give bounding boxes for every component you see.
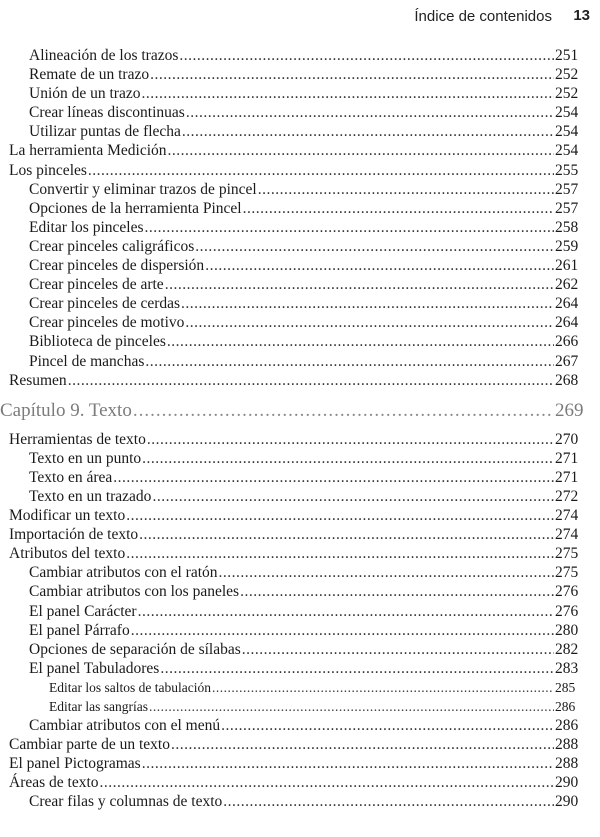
toc-entry-label: Crear filas y columnas de texto	[29, 793, 223, 811]
toc-entry-label: Alineación de los trazos	[29, 47, 179, 64]
toc-entry[interactable]	[0, 697, 600, 716]
toc-entry-page: 271	[555, 449, 579, 467]
toc-leader	[0, 487, 554, 506]
toc-entry[interactable]	[0, 294, 600, 313]
toc-leader	[0, 313, 554, 332]
toc-leader	[0, 46, 554, 65]
toc-entry-page: 252	[555, 66, 579, 84]
toc-entry-label: Crear pinceles de dispersión	[29, 257, 205, 275]
toc-entry[interactable]	[0, 122, 600, 141]
toc-entry[interactable]	[0, 352, 600, 371]
toc-entry[interactable]	[0, 371, 600, 390]
toc-entry[interactable]	[0, 621, 600, 640]
toc-entry-page: 252	[555, 85, 579, 103]
toc-entry-page: 270	[555, 430, 579, 448]
toc-leader	[0, 122, 554, 141]
toc-entry[interactable]	[0, 602, 600, 621]
toc-entry-page: 266	[555, 333, 579, 351]
toc-entry-page: 254	[555, 123, 579, 141]
toc-entry-label: Cambiar parte de un texto	[9, 736, 170, 754]
toc-leader	[0, 754, 554, 773]
toc-leader	[0, 218, 554, 237]
toc-entry-page: 267	[555, 352, 579, 370]
toc-leader	[0, 582, 554, 601]
toc-entry-label: Crear líneas discontinuas	[29, 104, 185, 122]
toc-entry-page: 269	[554, 392, 584, 430]
toc-entry[interactable]	[0, 582, 600, 601]
toc-entry[interactable]	[0, 544, 600, 563]
toc-entry-label: Remate de un trazo	[29, 66, 150, 84]
toc-entry[interactable]	[0, 487, 600, 506]
toc-entry-label: Utilizar puntas de flecha	[29, 123, 181, 141]
toc-entry[interactable]	[0, 199, 600, 218]
toc-leader	[0, 141, 554, 160]
toc-entry-page: 276	[555, 602, 579, 620]
toc-leader	[0, 352, 554, 371]
toc-leader	[0, 256, 554, 275]
toc-entry-label: El panel Párrafo	[29, 621, 130, 639]
toc-leader	[0, 735, 554, 754]
toc-entry[interactable]	[0, 449, 600, 468]
toc-entry-page: 283	[555, 659, 579, 677]
toc-leader	[0, 84, 554, 103]
toc-leader	[0, 430, 554, 449]
toc-entry-page: 274	[555, 526, 579, 544]
toc-entry[interactable]	[0, 84, 600, 103]
running-header-title: Índice de contenidos	[414, 8, 552, 25]
toc-entry-page: 286	[554, 697, 575, 716]
toc-entry-page: 280	[555, 621, 579, 639]
toc-entry-page: 254	[555, 142, 579, 160]
toc-leader	[0, 180, 554, 199]
toc-entry-page: 271	[555, 468, 579, 486]
toc-entry-label: Herramientas de texto	[9, 430, 146, 448]
toc-leader	[0, 773, 554, 792]
toc-entry-page: 290	[555, 774, 579, 792]
running-header	[0, 6, 600, 30]
toc-entry[interactable]	[0, 525, 600, 544]
toc-entry[interactable]	[0, 506, 600, 525]
toc-entry-page: 276	[555, 583, 579, 601]
toc-entry-page: 285	[554, 678, 575, 697]
toc-entry-page: 255	[555, 161, 579, 179]
toc-entry-page: 264	[555, 295, 579, 313]
toc-entry-page: 275	[555, 545, 579, 563]
toc-entry-label: Texto en un trazado	[29, 487, 152, 505]
toc-entry-label: Capítulo 9. Texto	[0, 399, 132, 421]
toc-entry[interactable]	[0, 468, 600, 487]
toc-entry-page: 275	[555, 564, 579, 582]
toc-entry-label: La herramienta Medición	[9, 142, 167, 160]
toc-leader	[0, 602, 554, 621]
toc-entry-page: 282	[555, 640, 579, 658]
toc-leader	[0, 65, 554, 84]
toc-leader	[0, 294, 554, 313]
toc-entry[interactable]	[0, 716, 600, 735]
toc-leader	[0, 506, 554, 525]
toc-entry-page: 258	[555, 218, 579, 236]
toc-entry-page: 286	[555, 717, 579, 735]
toc-entry-page: 257	[555, 180, 579, 198]
toc-leader	[0, 332, 554, 351]
toc-entry[interactable]	[0, 678, 600, 697]
toc-entry-label: Crear pinceles de motivo	[29, 314, 185, 332]
toc-entry[interactable]	[0, 754, 600, 773]
toc-entry-label: Crear pinceles caligráficos	[29, 237, 195, 255]
toc-entry-label: Los pinceles	[9, 161, 87, 179]
toc-entry[interactable]	[0, 141, 600, 160]
toc-entry-label: Cambiar atributos con los paneles	[29, 583, 240, 601]
toc-entry-label: Texto en área	[29, 468, 113, 486]
toc-leader	[0, 659, 554, 678]
toc-entry[interactable]	[0, 180, 600, 199]
toc-leader	[0, 237, 554, 256]
toc-leader	[0, 525, 554, 544]
toc-leader	[0, 563, 554, 582]
toc-entry-label: Atributos del texto	[9, 545, 126, 563]
toc-entry-label: Biblioteca de pinceles	[29, 333, 166, 351]
toc-entry[interactable]	[0, 563, 600, 582]
toc-entry[interactable]	[0, 256, 600, 275]
toc-entry-label: Importación de texto	[9, 526, 139, 544]
toc-entry-label: Cambiar atributos con el menú	[29, 717, 221, 735]
toc-entry-page: 268	[555, 371, 579, 389]
toc-leader	[0, 199, 554, 218]
toc-entry[interactable]	[0, 46, 600, 65]
toc-entry-label: Crear pinceles de cerdas	[29, 295, 181, 313]
toc-entry-label: Editar los pinceles	[29, 218, 144, 236]
toc-entry-label: Opciones de separación de sílabas	[29, 640, 241, 658]
table-of-contents	[0, 46, 600, 812]
toc-entry[interactable]	[0, 218, 600, 237]
toc-entry-label: Editar las sangrías	[49, 699, 148, 714]
toc-entry-label: Cambiar atributos con el ratón	[29, 564, 218, 582]
toc-entry[interactable]	[0, 773, 600, 792]
toc-entry-page: 259	[555, 237, 579, 255]
toc-entry[interactable]	[0, 103, 600, 122]
toc-entry[interactable]	[0, 792, 600, 811]
toc-entry[interactable]	[0, 161, 600, 180]
toc-leader	[0, 392, 554, 430]
toc-entry-label: Convertir y eliminar trazos de pincel	[29, 180, 257, 198]
toc-leader	[0, 371, 554, 390]
toc-entry-label: Modificar un texto	[9, 507, 126, 525]
toc-leader	[0, 161, 554, 180]
toc-leader	[0, 640, 554, 659]
toc-entry-page: 261	[555, 257, 579, 275]
toc-entry[interactable]	[0, 65, 600, 84]
toc-entry[interactable]	[0, 735, 600, 754]
toc-leader	[0, 468, 554, 487]
toc-entry-page: 272	[555, 487, 579, 505]
toc-entry-label: El panel Pictogramas	[9, 755, 141, 773]
page-number: 13	[573, 7, 590, 24]
toc-entry-label: Opciones de la herramienta Pincel	[29, 199, 242, 217]
toc-entry-page: 262	[555, 276, 579, 294]
toc-leader	[0, 716, 554, 735]
toc-entry-page: 288	[555, 736, 579, 754]
toc-entry-page: 251	[555, 47, 579, 64]
toc-entry[interactable]	[0, 275, 600, 294]
toc-entry[interactable]	[0, 659, 600, 678]
toc-entry[interactable]	[0, 237, 600, 256]
toc-entry[interactable]	[0, 430, 600, 449]
toc-entry-label: El panel Tabuladores	[29, 659, 160, 677]
toc-entry-label: Texto en un punto	[29, 449, 142, 467]
toc-entry[interactable]	[0, 332, 600, 351]
toc-leader	[0, 275, 554, 294]
toc-leader	[0, 678, 554, 697]
toc-entry[interactable]	[0, 313, 600, 332]
toc-leader	[0, 792, 554, 811]
toc-entry-page: 290	[555, 793, 579, 811]
toc-entry-page: 264	[555, 314, 579, 332]
toc-leader	[0, 621, 554, 640]
toc-leader	[0, 544, 554, 563]
toc-entry-page: 274	[555, 507, 579, 525]
toc-entry-page: 254	[555, 104, 579, 122]
toc-entry-label: Unión de un trazo	[29, 85, 141, 103]
toc-leader	[0, 697, 554, 716]
toc-leader	[0, 449, 554, 468]
toc-chapter-heading[interactable]	[0, 392, 600, 430]
toc-entry-label: Áreas de texto	[9, 774, 99, 792]
toc-entry-label: Editar los saltos de tabulación	[49, 679, 211, 695]
toc-leader	[0, 103, 554, 122]
toc-entry-label: El panel Carácter	[29, 602, 137, 620]
toc-entry-label: Crear pinceles de arte	[29, 276, 164, 294]
toc-entry-label: Pincel de manchas	[29, 352, 145, 370]
toc-entry-page: 257	[555, 199, 579, 217]
toc-entry[interactable]	[0, 640, 600, 659]
toc-entry-page: 288	[555, 755, 579, 773]
toc-entry-label: Resumen	[9, 371, 67, 389]
